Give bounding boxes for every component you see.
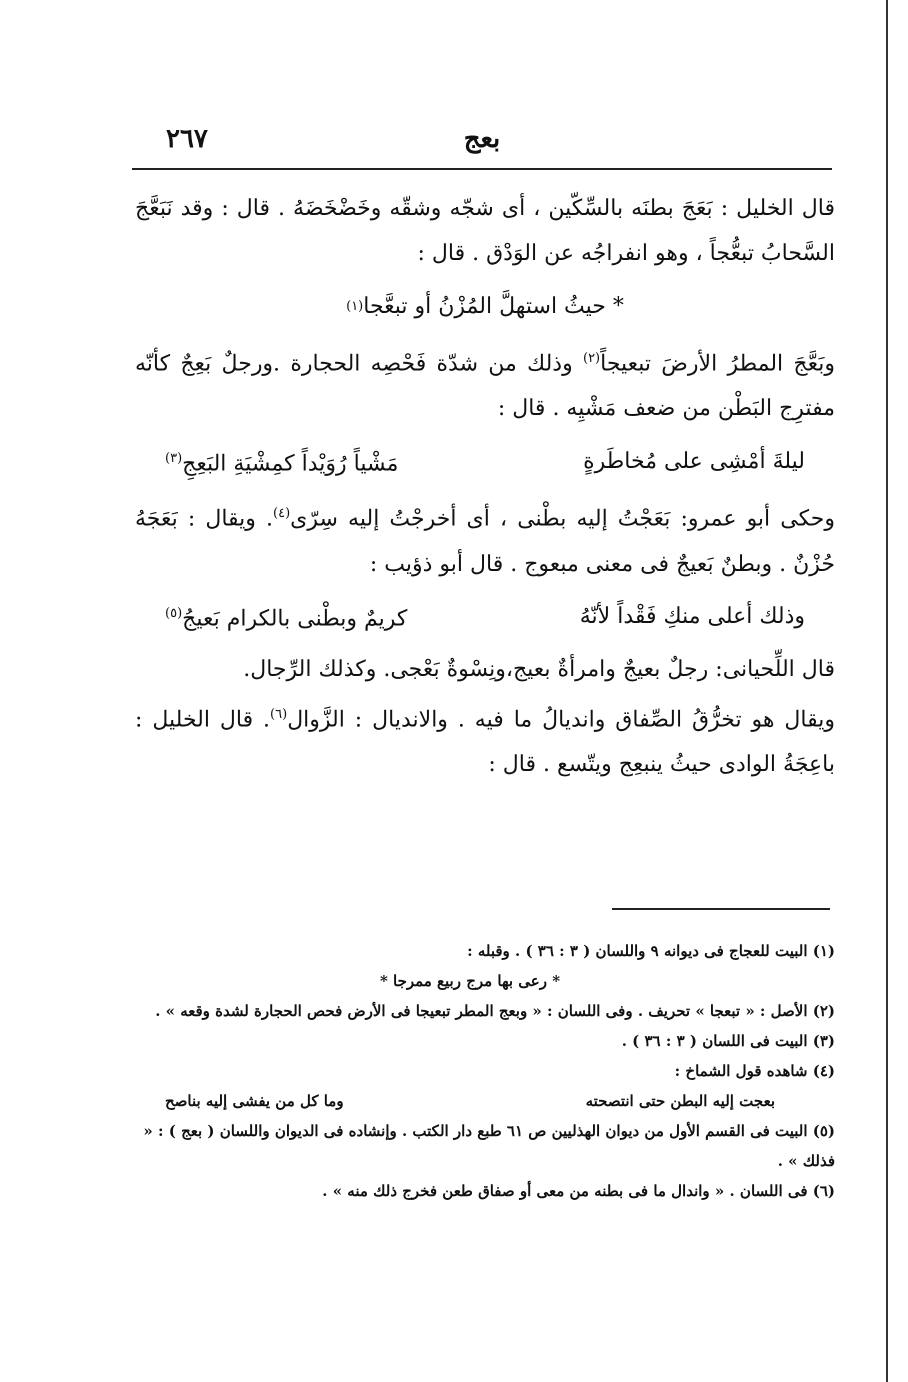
paragraph-3	[135, 491, 835, 586]
verse-2-second-text: مَشْياً رُوَيْداً كمِشْيَةِ البَعِجِ	[182, 451, 399, 477]
footnote-ref-6: (٦)	[270, 706, 288, 722]
verse-3-first-hemistich: وذلك أعلى منكِ فَقْداً لأنّهُ	[579, 604, 805, 630]
page-number: ٢٦٧	[166, 124, 208, 154]
footnote-1-verse	[135, 966, 835, 996]
footnote-4: (٤) شاهده قول الشماخ :	[674, 1062, 835, 1080]
paragraph-5	[135, 692, 835, 787]
paragraph-5-part-b: . قال الخليل : باعِجَةُ الوادى حيثُ ينبعِج ويتّسع . قال :	[135, 706, 835, 777]
paragraph-2-part-b: وذلك من شدّة فَحْصِه الحجارة .ورجلٌ بَعِجٌ كأنّه مفترِج البَطْن من ضعف مَشْيِه . قال :	[135, 351, 835, 422]
verse-3-second-hemistich	[165, 591, 407, 641]
paragraph-5-part-a: ويقال هو تخرُّقُ الصِّفاق وانديالُ ما فيه . والانديال : الزَّوال	[287, 706, 835, 732]
paragraph-4: قال اللِّحيانى: رجلٌ بعيجٌ وامرأةٌ بعيج،ونِسْوةٌ بَعْجى. وكذلك الرِّجال.	[243, 656, 835, 682]
running-head: بعج	[463, 124, 501, 154]
footnote-ref-5: (٥)	[165, 606, 183, 622]
footnote-4-verse	[135, 1086, 835, 1116]
footnotes	[135, 936, 835, 1206]
verse-3-second-text: كريمٌ وبطْنى بالكرام بَعيجُ	[182, 606, 408, 632]
paragraph-2	[135, 336, 835, 431]
footnote-1-verse-text: * رعى بها مرج ربيع ممرجا *	[379, 972, 561, 990]
footnote-ref-4: (٤)	[273, 506, 291, 522]
page-header	[132, 120, 832, 166]
footnote-2: (٢) الأصل : « تبعجا » تحريف . وفى اللسان : « وبعج المطر تبعيجا فى الأرض فحص الحجارة لشدة وقعه » .	[155, 1002, 835, 1020]
verse-2-second-hemistich	[165, 436, 398, 486]
footnote-5: (٥) البيت فى القسم الأول من ديوان الهذليين ص ٦١ طبع دار الكتب . وإنشاده فى الديوان واللسان ( بعج ) : « فذلك » .	[143, 1122, 835, 1170]
paragraph-2-part-a: وبَعَّجَ المطرُ الأرضَ تبعيجاً	[600, 351, 835, 377]
paragraph-3-part-b: . ويقال : بَعَجَهُ حُزْنٌ . وبطنٌ بَعيجٌ فى معنى مبعوج . قال أبو ذؤيب :	[135, 506, 835, 577]
footnote-ref-1: (١)	[346, 298, 364, 314]
footnote-ref-3: (٣)	[165, 451, 183, 467]
paragraph-1: قال الخليل : بَعَجَ بطنَه بالسِّكّين ، أى شجّه وشقّه وخَضْخَضَهُ . قال : وقد نَبَعَّجَ السَّحابُ تبعُّجاً ، وهو انفراجُه عن الوَدْق . قال :	[135, 196, 835, 266]
verse-1-text: * حيثُ استهلَّ المُزْنُ أو تبعَّجا	[363, 293, 624, 319]
page-edge-line	[886, 0, 888, 1382]
footnotes-rule	[612, 908, 830, 910]
footnote-4-verse-second: وما كل من يفشى إليه بناصح	[165, 1092, 344, 1110]
footnote-3: (٣) البيت فى اللسان ( ٣ : ٣٦ ) .	[621, 1032, 835, 1050]
verse-3	[135, 587, 835, 647]
verse-2-first-hemistich: ليلةَ أمْشِى على مُخاطَرةٍ	[583, 448, 805, 474]
main-text	[135, 186, 835, 787]
header-rule	[132, 168, 832, 170]
paragraph-3-part-a: وحكى أبو عمرو: بَعَجْتُ إليه بطْنى ، أى أخرجْتُ إليه سِرّى	[290, 506, 835, 532]
footnote-6: (٦) فى اللسان . « واندال ما فى بطنه من معى أو صفاق طعن فخرج ذلك منه » .	[322, 1182, 835, 1200]
footnote-1: (١) البيت للعجاج فى ديوانه ٩ واللسان ( ٣ : ٣٦ ) . وقبله :	[467, 942, 835, 960]
footnote-4-verse-first: بعجت إليه البطن حتى انتصحته	[585, 1092, 775, 1110]
verse-1	[135, 276, 835, 336]
verse-2	[135, 431, 835, 491]
footnote-ref-2: (٢)	[582, 351, 601, 366]
